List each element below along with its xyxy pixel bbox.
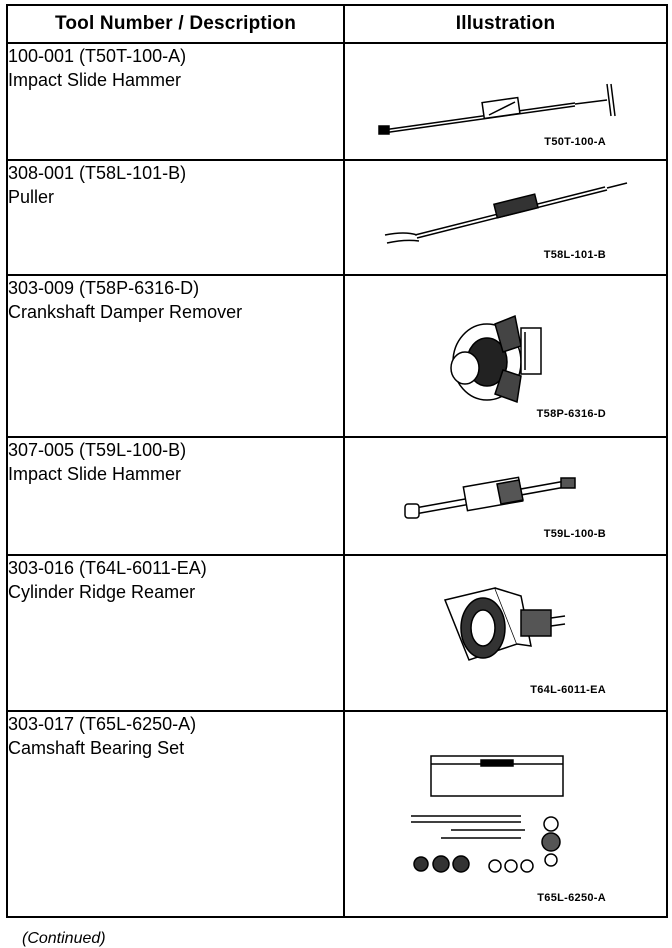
puller-icon — [345, 161, 666, 274]
damper-remover-icon — [345, 276, 666, 436]
tool-description: Cylinder Ridge Reamer — [8, 582, 196, 602]
illustration-cell — [344, 43, 667, 160]
tool-code-label: T58P-6316-D — [536, 408, 606, 420]
tool-number: 303-016 (T64L-6011-EA) — [8, 558, 207, 578]
continued-note: (Continued) — [22, 930, 106, 947]
illustration-cell — [344, 160, 667, 275]
table-row — [7, 275, 667, 437]
slide-hammer-icon — [345, 438, 666, 554]
slide-hammer-icon — [345, 44, 666, 159]
illustration-cell — [344, 555, 667, 711]
tool-number: 100-001 (T50T-100-A) — [8, 46, 187, 66]
header-illustration: Illustration — [344, 5, 667, 43]
table-row — [7, 43, 667, 160]
tool-description: Impact Slide Hammer — [8, 464, 182, 484]
table-row — [7, 437, 667, 555]
tool-description-cell — [7, 275, 344, 437]
table-row — [7, 160, 667, 275]
tool-code-label: T65L-6250-A — [537, 892, 606, 904]
tool-description-cell — [7, 43, 344, 160]
table-row — [7, 711, 667, 917]
tool-number: 308-001 (T58L-101-B) — [8, 163, 187, 183]
tool-description: Camshaft Bearing Set — [8, 738, 185, 758]
tool-description-cell — [7, 437, 344, 555]
bearing-set-icon — [345, 712, 666, 916]
tool-number: 303-009 (T58P-6316-D) — [8, 278, 200, 298]
tool-code-label: T50T-100-A — [544, 136, 606, 148]
tool-number: 307-005 (T59L-100-B) — [8, 440, 187, 460]
header-tool-number: Tool Number / Description — [7, 5, 344, 43]
illustration-cell — [344, 275, 667, 437]
table-header-row — [7, 5, 667, 43]
tool-code-label: T64L-6011-EA — [530, 684, 606, 696]
tool-code-label: T59L-100-B — [543, 528, 606, 540]
illustration-cell — [344, 711, 667, 917]
tool-code-label: T58L-101-B — [543, 249, 606, 261]
table-row — [7, 555, 667, 711]
tool-description: Impact Slide Hammer — [8, 70, 182, 90]
illustration-cell — [344, 437, 667, 555]
tool-description-cell — [7, 555, 344, 711]
tool-description-cell — [7, 160, 344, 275]
ridge-reamer-icon — [345, 556, 666, 710]
special-tools-table — [6, 4, 668, 918]
tool-description-cell — [7, 711, 344, 917]
tool-description: Crankshaft Damper Remover — [8, 302, 243, 322]
tool-number: 303-017 (T65L-6250-A) — [8, 714, 197, 734]
tool-description: Puller — [8, 187, 55, 207]
